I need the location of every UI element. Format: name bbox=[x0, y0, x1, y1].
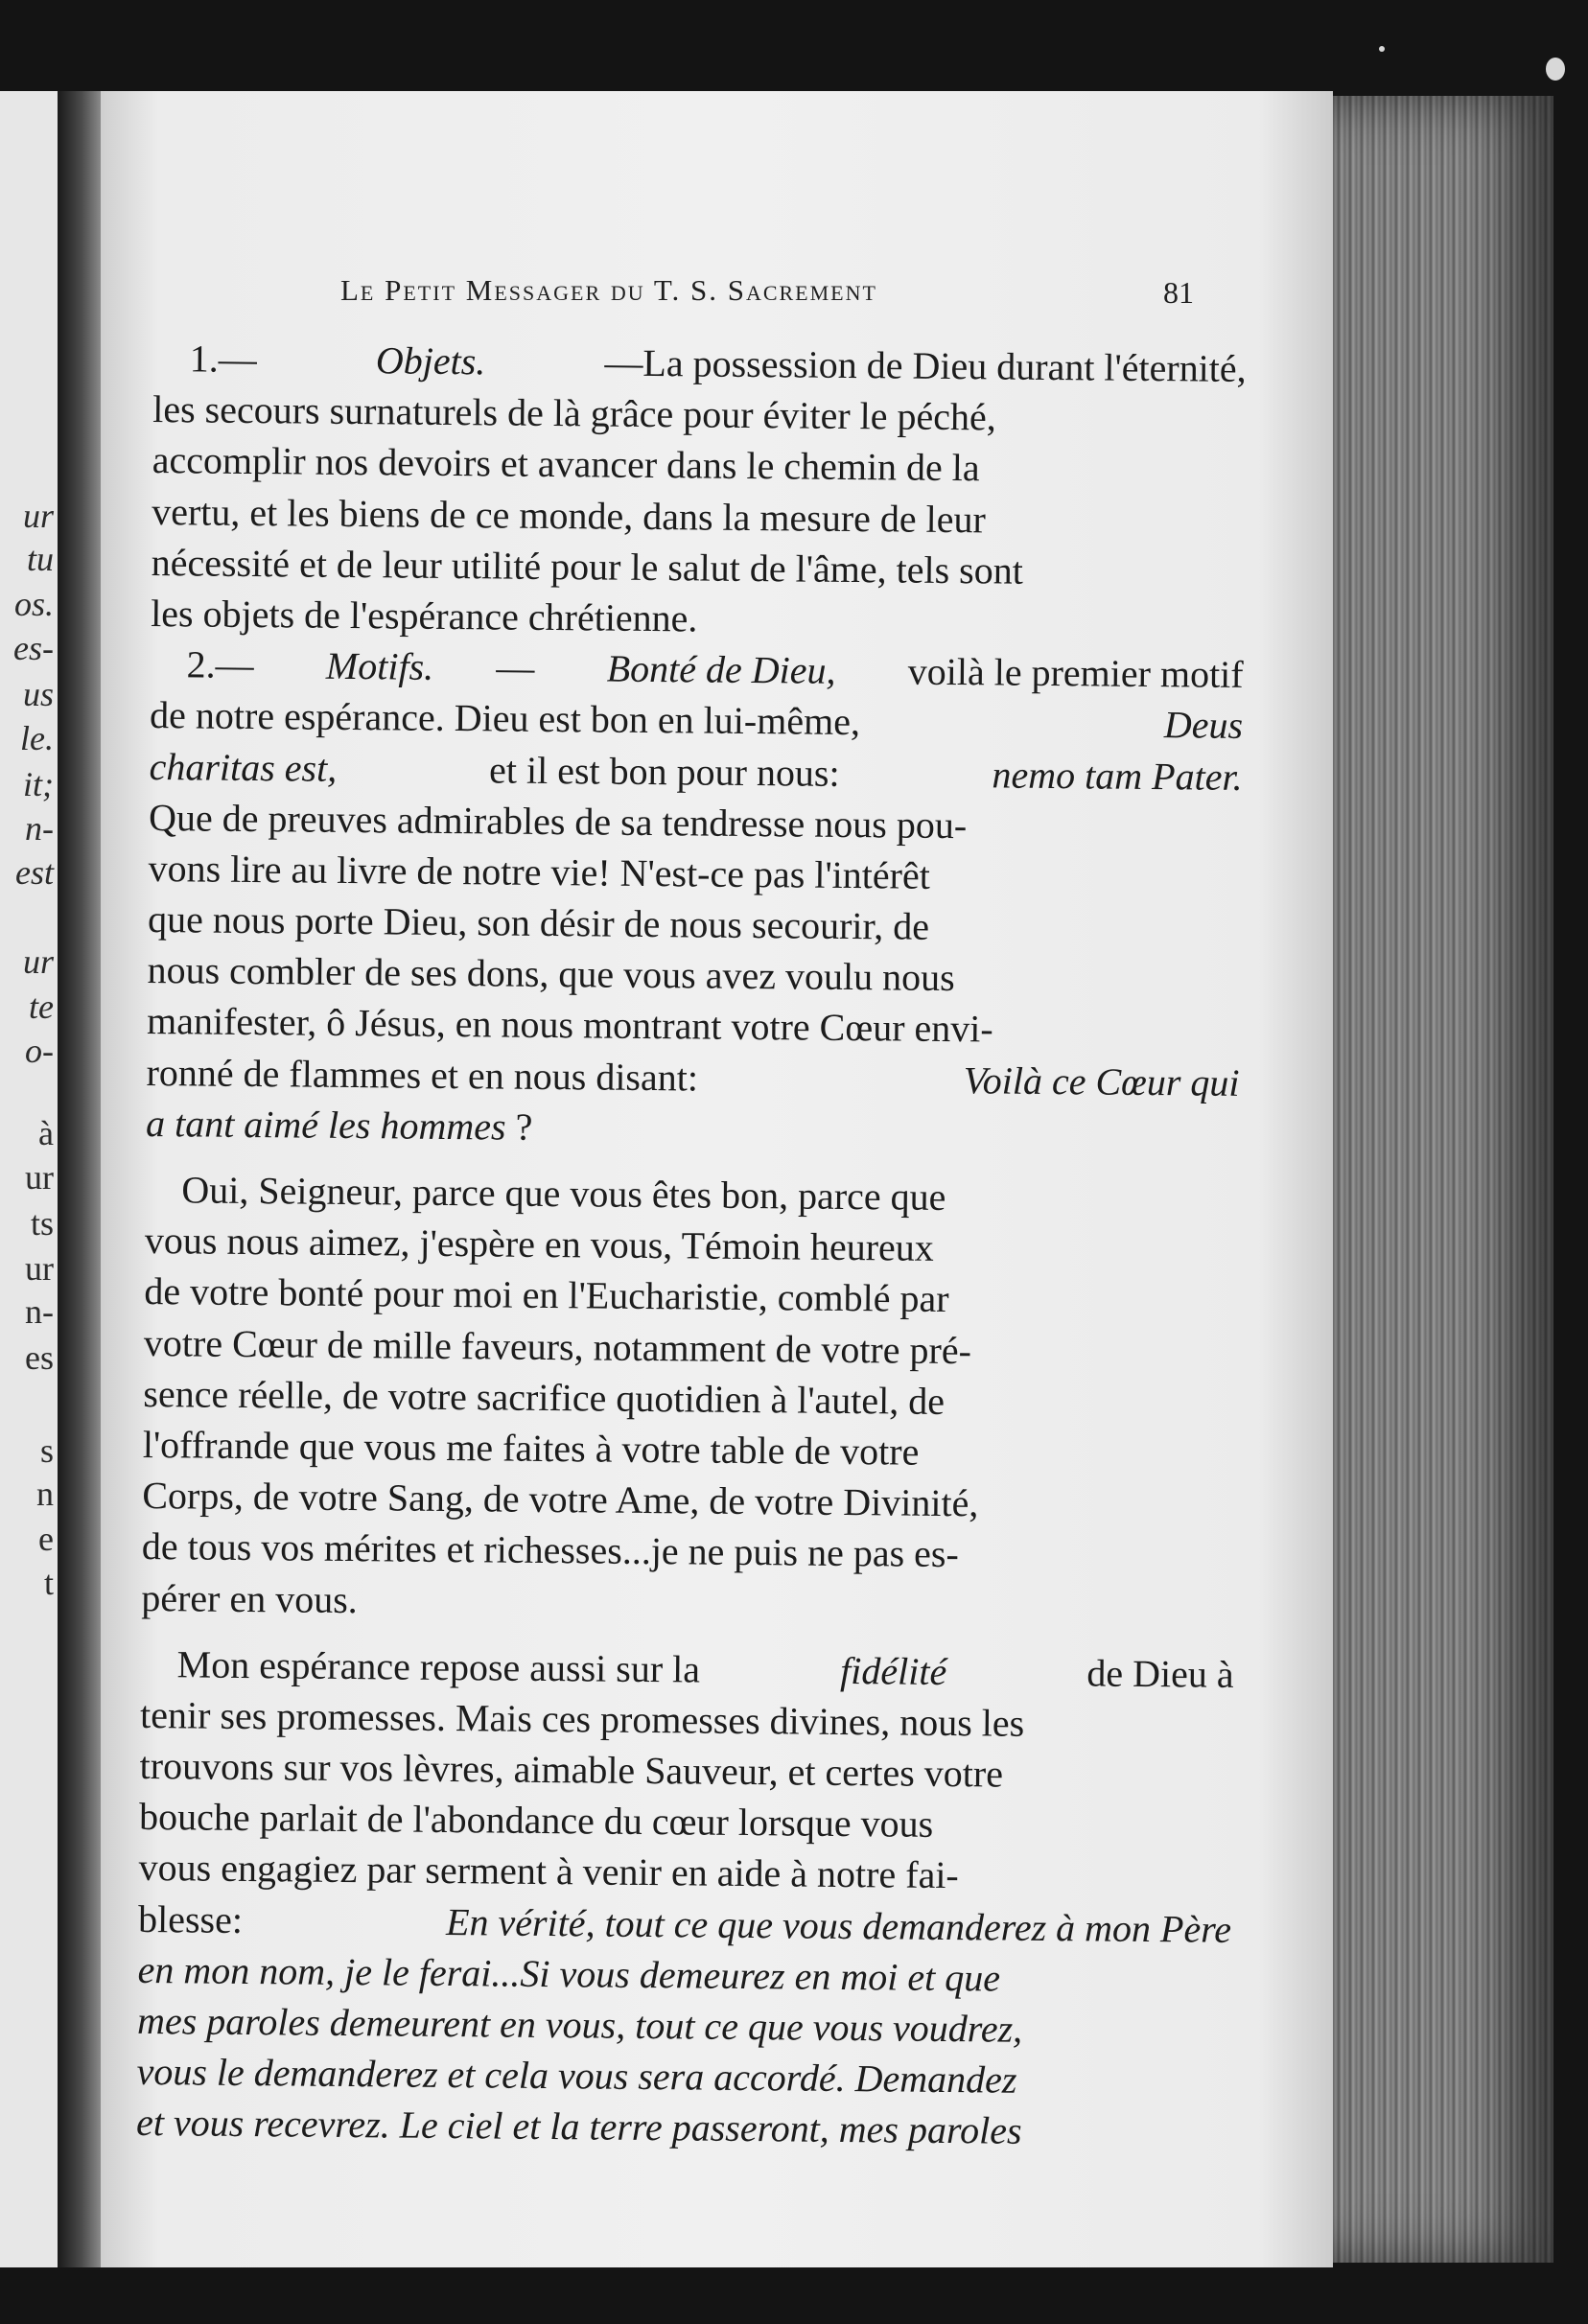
left-page-fragment: ur bbox=[25, 1249, 54, 1288]
left-page-fragment: es- bbox=[13, 629, 54, 667]
left-page-fragment: est bbox=[15, 853, 54, 892]
text-segment: de Dieu à bbox=[1077, 1651, 1234, 1696]
text-segment: —La possession de Dieu durant l'éternité, bbox=[604, 340, 1247, 390]
text-segment: votre Cœur de mille faveurs, notamment de votre pré- bbox=[143, 1320, 972, 1372]
text-segment: pérer en vous. bbox=[141, 1575, 359, 1621]
text-segment: ? bbox=[505, 1104, 533, 1149]
text-line bbox=[138, 1842, 1231, 1903]
text-segment: vons lire au livre de notre vie! N'est-ce pas l'intérêt bbox=[148, 846, 931, 897]
text-segment: bouche parlait de l'abondance du cœur lorsque vous bbox=[138, 1795, 934, 1847]
text-segment: accomplir nos devoirs et avancer dans le chemin de la bbox=[152, 438, 980, 490]
dust-spot bbox=[1546, 58, 1565, 81]
left-page-fragment: ur bbox=[22, 942, 54, 981]
book-page bbox=[101, 91, 1333, 2267]
italic-text: Deus bbox=[1163, 703, 1244, 748]
text-segment: les objets de l'espérance chrétienne. bbox=[150, 591, 698, 640]
text-segment: vertu, et les biens de ce monde, dans la mesure de leur bbox=[151, 489, 987, 541]
italic-text: nemo tam Pater. bbox=[992, 752, 1243, 799]
left-page-fragment: tu bbox=[26, 540, 54, 578]
left-page-fragment: n- bbox=[25, 809, 54, 848]
left-page-fragment: e bbox=[38, 1520, 54, 1558]
text-segment: de tous vos mérites et richesses...je ne puis ne pas es- bbox=[141, 1524, 960, 1576]
text-segment: de notre espérance. Dieu est bon en lui-même, bbox=[149, 693, 871, 744]
italic-text: en mon nom, je le ferai...Si vous demeurez en moi et que bbox=[137, 1947, 1001, 2000]
left-page-fragment: ur bbox=[25, 1158, 54, 1197]
text-segment: sence réelle, de votre sacrifice quotidien à l'autel, de bbox=[143, 1371, 946, 1423]
text-segment: — bbox=[496, 645, 545, 690]
text-segment: nous combler de ses dons, que vous avez voulu nous bbox=[147, 948, 955, 1000]
text-segment: nécessité et de leur utilité pour le salut de l'âme, tels sont bbox=[151, 540, 1024, 593]
left-page-fragment: t bbox=[43, 1564, 54, 1602]
left-page-fragment: te bbox=[29, 988, 54, 1026]
text-segment: tenir ses promesses. Mais ces promesses divines, nous les bbox=[139, 1692, 1025, 1745]
text-line bbox=[136, 2097, 1229, 2158]
italic-text: charitas est, bbox=[149, 744, 338, 790]
text-segment: et il est bon pour nous: bbox=[479, 747, 850, 795]
text-segment: 2.— bbox=[186, 642, 264, 687]
italic-text: Objets. bbox=[375, 338, 486, 383]
italic-text: vous le demanderez et cela vous sera accordé. Demandez bbox=[136, 2050, 1017, 2102]
text-segment: voilà le premier motif bbox=[898, 649, 1244, 697]
body-text bbox=[136, 333, 1247, 2158]
left-page-fragment: le. bbox=[20, 719, 54, 757]
book-gutter bbox=[58, 91, 101, 2267]
text-segment: ronné de flammes et en nous disant: bbox=[146, 1050, 709, 1100]
left-page-margin bbox=[0, 91, 58, 2267]
text-segment: vous nous aimez, j'espère en vous, Témoin heureux bbox=[144, 1219, 935, 1270]
left-page-fragment: s bbox=[39, 1431, 54, 1470]
italic-text: En vérité, tout ce que vous demanderez à mon Père bbox=[445, 1899, 1232, 1951]
italic-text: Bonté de Dieu, bbox=[606, 646, 836, 692]
left-page-fragment: ts bbox=[30, 1204, 54, 1243]
text-segment: de votre bonté pour moi en l'Eucharistie, comblé par bbox=[144, 1269, 949, 1321]
text-segment: les secours surnaturels de là grâce pour éviter le péché, bbox=[152, 387, 997, 439]
page-header bbox=[101, 273, 1333, 321]
page-block-edge bbox=[1333, 96, 1553, 2263]
left-page-fragment: it; bbox=[23, 765, 54, 803]
text-segment: 1.— bbox=[189, 337, 257, 382]
text-segment: trouvons sur vos lèvres, aimable Sauveur, et certes votre bbox=[139, 1743, 1004, 1796]
text-line bbox=[151, 588, 1244, 649]
text-segment: Oui, Seigneur, parce que vous êtes bon, parce que bbox=[181, 1168, 946, 1219]
text-segment: vous engagiez par serment à venir en aide à notre fai- bbox=[138, 1846, 959, 1897]
page-number: 81 bbox=[1163, 275, 1194, 310]
text-segment: blesse: bbox=[137, 1896, 253, 1941]
left-page-fragment: ur bbox=[22, 497, 54, 535]
dust-spot bbox=[1379, 46, 1385, 52]
left-page-fragment: es bbox=[25, 1338, 54, 1377]
text-segment: Corps, de votre Sang, de votre Ame, de votre Divinité, bbox=[142, 1474, 979, 1525]
running-head: Le Petit Messager du T. S. Sacrement bbox=[340, 273, 877, 307]
italic-text: a tant aimé les hommes bbox=[145, 1101, 506, 1149]
left-page-fragment: n bbox=[36, 1475, 54, 1513]
text-line bbox=[146, 1098, 1239, 1159]
italic-text: Motifs. bbox=[325, 643, 434, 688]
left-page-fragment: us bbox=[22, 675, 54, 713]
italic-text: Voilà ce Cœur qui bbox=[963, 1057, 1240, 1104]
text-line bbox=[141, 1571, 1234, 1633]
left-page-fragment: o- bbox=[25, 1032, 54, 1070]
text-segment: manifester, ô Jésus, en nous montrant votre Cœur envi- bbox=[146, 999, 993, 1051]
italic-text: et vous recevrez. Le ciel et la terre passeront, mes paroles bbox=[135, 2101, 1022, 2153]
left-page-fragment: à bbox=[38, 1114, 54, 1152]
left-page-fragment: n- bbox=[25, 1292, 54, 1331]
italic-text: fidélité bbox=[839, 1648, 947, 1693]
text-segment: Que de preuves admirables de sa tendresse nous pou- bbox=[148, 795, 968, 847]
text-segment: l'offrande que vous me faites à votre table de votre bbox=[142, 1422, 920, 1474]
italic-text: mes paroles demeurent en vous, tout ce que vous voudrez, bbox=[136, 1998, 1023, 2051]
text-segment: que nous porte Dieu, son désir de nous secourir, de bbox=[147, 897, 930, 948]
left-page-fragment: os. bbox=[13, 585, 54, 623]
text-segment: Mon espérance repose aussi sur la bbox=[176, 1641, 711, 1691]
